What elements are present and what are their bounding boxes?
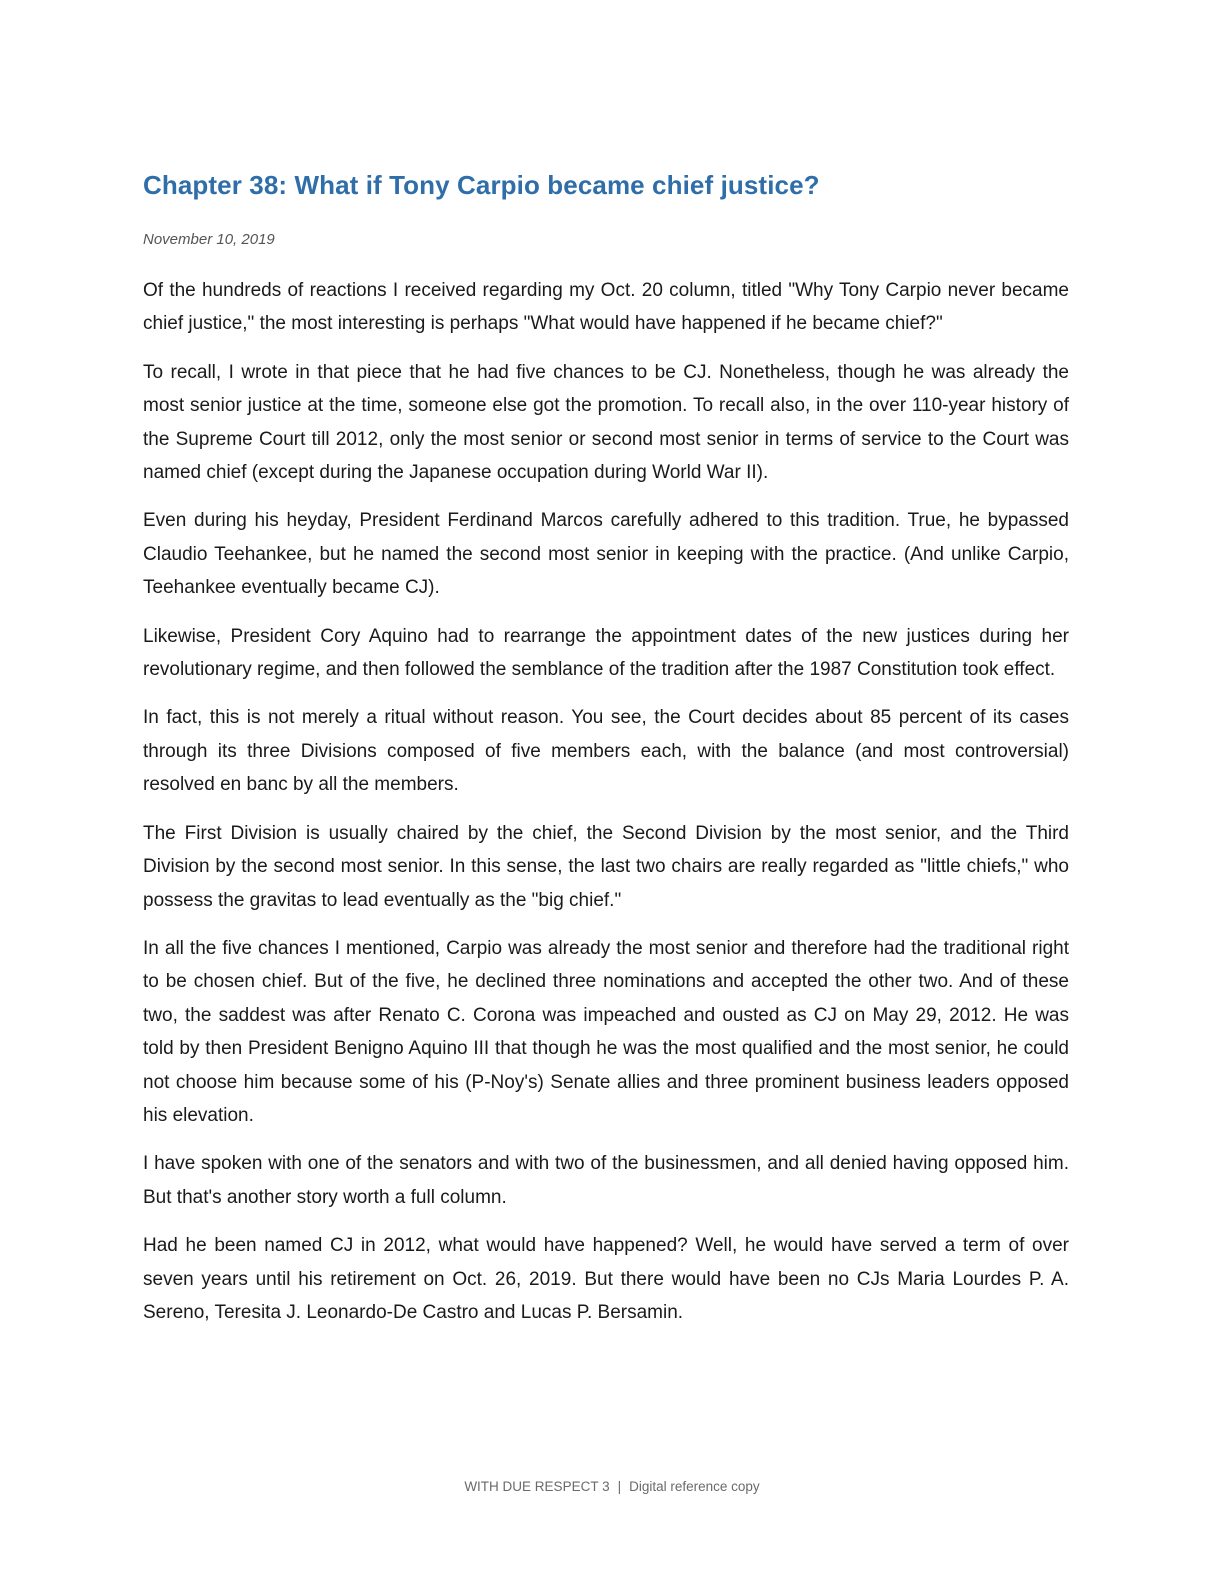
paragraph: Even during his heyday, President Ferdinand Marcos carefully adhered to this tradition. True, he bypassed Claudio Teehankee, but he named the second most senior in keeping with the practice. (And unlike Carpio, Teehankee eventually became CJ). — [143, 510, 1069, 599]
publication-date: November 10, 2019 — [143, 231, 275, 248]
paragraph: I have spoken with one of the senators and with two of the businessmen, and all denied having opposed him. But that's another story worth a full column. — [143, 1153, 1069, 1208]
paragraph: In all the five chances I mentioned, Carpio was already the most senior and therefore had the traditional right to be chosen chief. But of the five, he declined three nominations and accepted the other two. And of these two, the saddest was after Renato C. Corona was impeached and ousted as CJ on May 29, 2012. He was told by then President Benigno Aquino III that though he was the most qualified and the most senior, he could not choose him because some of his (P-Noy's) Senate allies and three prominent business leaders opposed his elevation. — [143, 937, 1069, 1126]
footer-book-title: WITH DUE RESPECT 3 — [464, 1479, 610, 1494]
paragraph: In fact, this is not merely a ritual without reason. You see, the Court decides about 85 percent of its cases through its three Divisions composed of five members each, with the balance (and most controversial) resolved en banc by all the members. — [143, 707, 1069, 796]
paragraph: Had he been named CJ in 2012, what would have happened? Well, he would have served a term of over seven years until his retirement on Oct. 26, 2019. But there would have been no CJs Maria Lourdes P. A. Sereno, Teresita J. Leonardo-De Castro and Lucas P. Bersamin. — [143, 1235, 1069, 1323]
paragraph: The First Division is usually chaired by the chief, the Second Division by the most senior, and the Third Division by the second most senior. In this sense, the last two chairs are really regarded as "little chiefs," who possess the gravitas to lead eventually as the "big chief." — [143, 822, 1069, 911]
page-footer — [0, 1479, 1224, 1494]
chapter-title: Chapter 38: What if Tony Carpio became chief justice? — [143, 170, 820, 200]
footer-separator: | — [617, 1479, 622, 1494]
paragraph: Of the hundreds of reactions I received regarding my Oct. 20 column, titled "Why Tony Carpio never became chief justice," the most interesting is perhaps "What would have happened if he became chief?" — [143, 280, 1069, 335]
article-body — [143, 274, 1069, 1344]
footer-note: Digital reference copy — [629, 1479, 760, 1494]
paragraph: To recall, I wrote in that piece that he had five chances to be CJ. Nonetheless, though he was already the most senior justice at the time, someone else got the promotion. To recall also, in the over 110-year history of the Supreme Court till 2012, only the most senior or second most senior in terms of service to the Court was named chief (except during the Japanese occupation during World War II). — [143, 361, 1069, 484]
document-page — [143, 0, 1069, 1584]
paragraph: Likewise, President Cory Aquino had to rearrange the appointment dates of the new justices during her revolutionary regime, and then followed the semblance of the tradition after the 1987 Constitution took effect. — [143, 625, 1069, 681]
